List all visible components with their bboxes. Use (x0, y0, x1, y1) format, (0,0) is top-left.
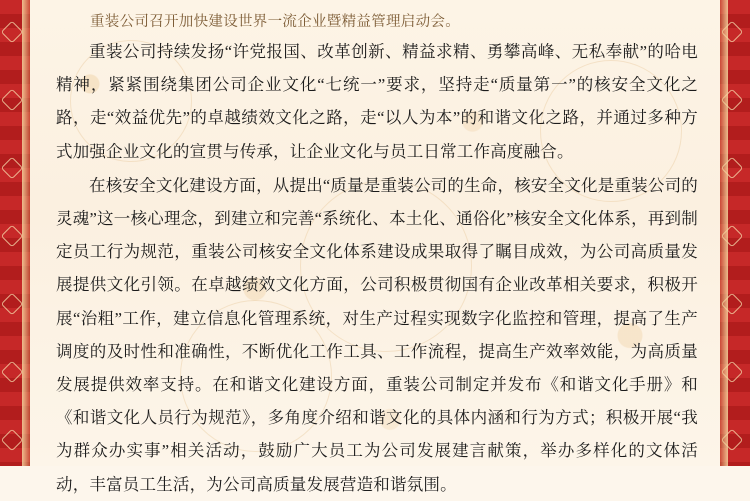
body-paragraph: 重装公司持续发扬“许党报国、改革创新、精益求精、勇攀高峰、无私奉献”的哈电精神，紧紧围绕集团公司企业文化“七统一”要求，坚持走“质量第一”的核安全文化之路，走“效益优先”的卓越绩效文化之路，走“以人为本”的和谐文化之路，并通过多种方式加强企业文化的宣贯与传承，让企业文化与员工日常工作高度融合。 (56, 42, 698, 161)
border-diamond-icon (721, 225, 744, 248)
border-diamond-icon (721, 21, 744, 44)
border-diamond-icon (721, 89, 744, 112)
border-diamond-icon (721, 361, 744, 384)
border-diamond-icon (1, 361, 24, 384)
border-diamond-icon (721, 293, 744, 316)
document-body (30, 0, 720, 494)
border-diamond-icon (721, 157, 744, 180)
border-diamond-icon (1, 225, 24, 248)
border-diamond-icon (1, 429, 24, 452)
border-diamond-icon (1, 157, 24, 180)
page-border-left (0, 0, 30, 466)
border-diamond-icon (1, 89, 24, 112)
border-diamond-icon (1, 21, 24, 44)
border-diamond-icon (1, 293, 24, 316)
page-border-right (720, 0, 750, 466)
border-diamond-icon (721, 429, 744, 452)
caption-text: 重装公司召开加快建设世界一流企业暨精益管理启动会。 (90, 14, 460, 30)
body-paragraph: 在核安全文化建设方面，从提出“质量是重装公司的生命，核安全文化是重装公司的灵魂”这一核心理念，到建立和完善“系统化、本土化、通俗化”核安全文化体系，再到制定员工行为规范，重装公司核安全文化体系建设成果取得了瞩目成效，为公司高质量发展提供文化引领。在卓越绩效文化方面，公司积极贯彻国有企业改革相关要求，积极开展“治粗”工作，建立信息化管理系统，对生产过程实现数字化监控和管理，提高了生产调度的及时性和准确性，不断优化工作工具、工作流程，提高生产效率效能，为高质量发展提供效率支持。在和谐文化建设方面，重装公司制定并发布《和谐文化手册》和《和谐文化人员行为规范》，多角度介绍和谐文化的具体内涵和行为方式；积极开展“我为群众办实事”相关活动，鼓励广大员工为公司发展建言献策，举办多样化的文体活动，丰富员工生活，为公司高质量发展营造和谐氛围。 (56, 175, 698, 494)
